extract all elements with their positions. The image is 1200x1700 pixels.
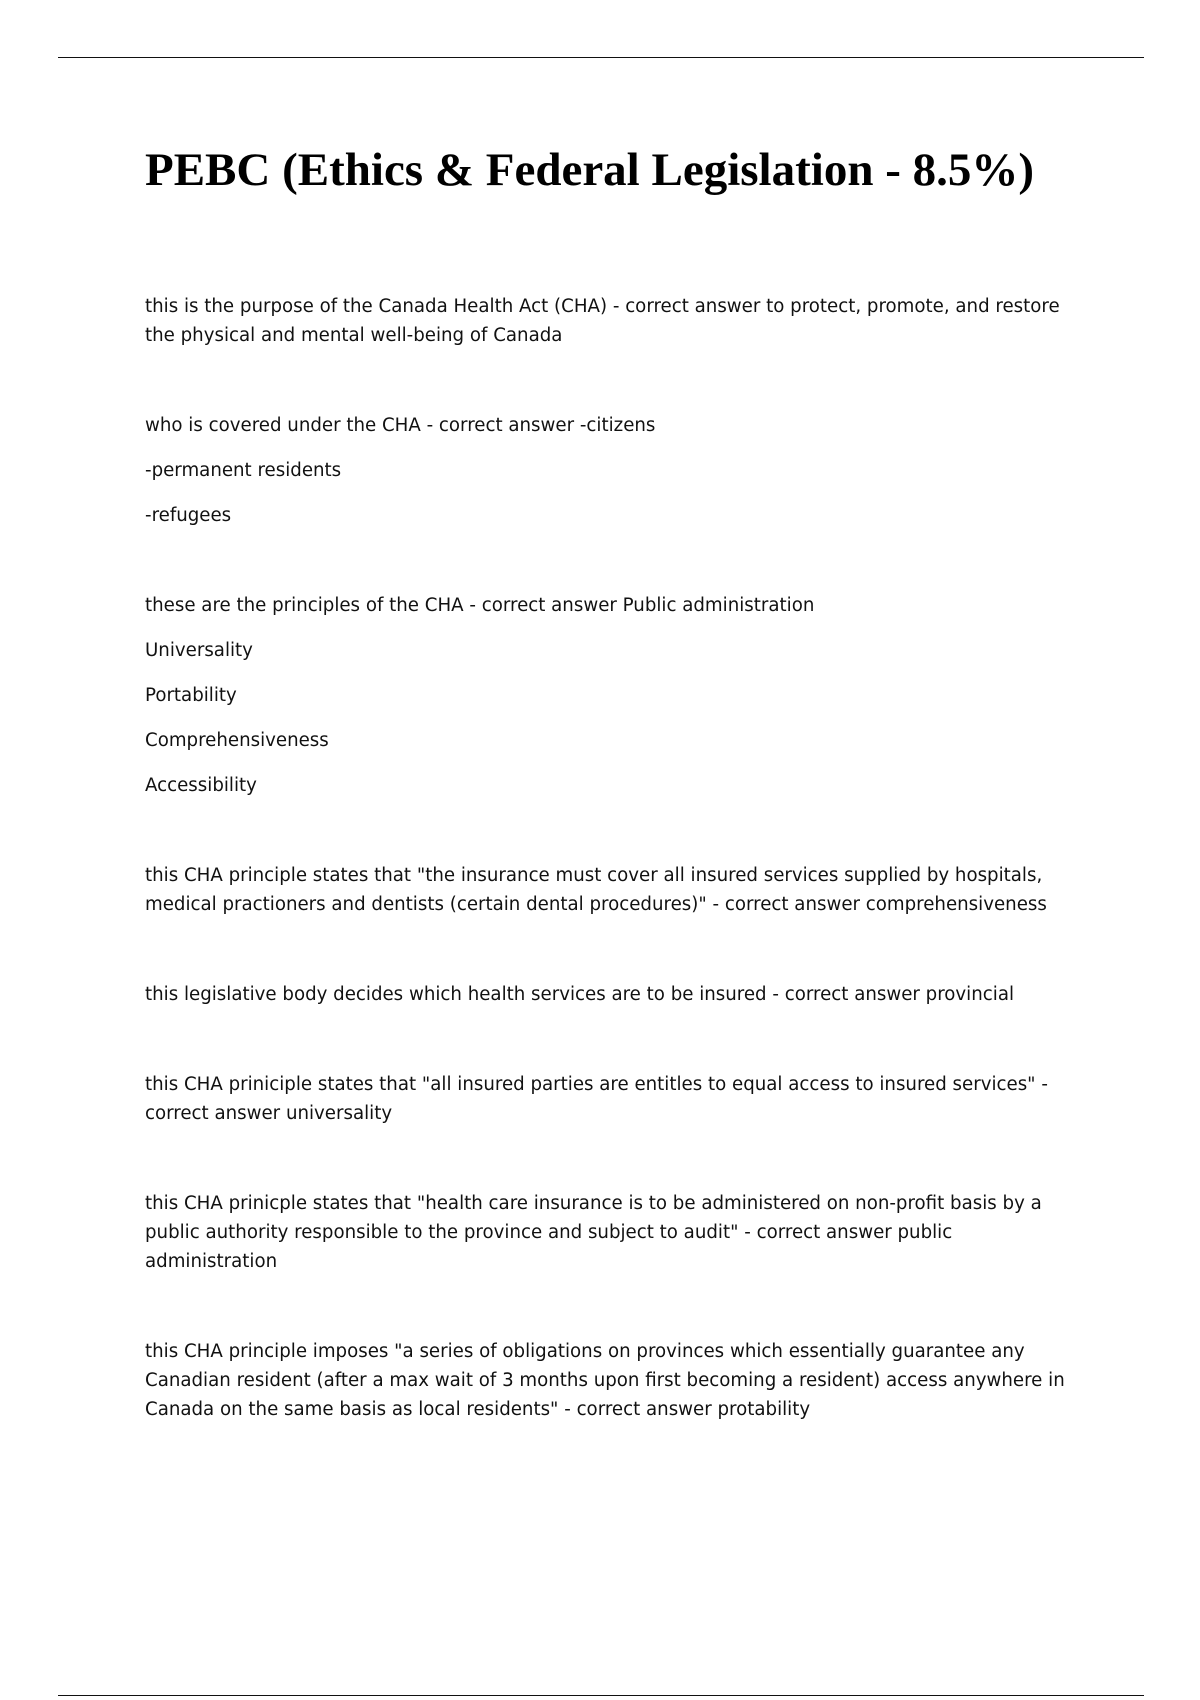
question-text: this is the purpose of the Canada Health Act (CHA) bbox=[145, 296, 608, 317]
qa-main-line bbox=[145, 1189, 1085, 1276]
answer-separator: - correct answer bbox=[766, 984, 926, 1005]
answer-separator: - correct answer bbox=[463, 595, 623, 616]
qa-entry bbox=[145, 292, 1085, 350]
answer-separator: - correct answer bbox=[420, 415, 580, 436]
qa-entry bbox=[145, 1189, 1085, 1276]
qa-entry bbox=[145, 1337, 1085, 1424]
answer-separator: - correct answer bbox=[738, 1222, 898, 1243]
answer-line: -permanent residents bbox=[145, 460, 342, 481]
question-text: this CHA prinicple states that "health care insurance is to be administered on non-profit basis by a public authority responsible to the province and subject to audit" bbox=[145, 1193, 1042, 1243]
answer-line: Portability bbox=[145, 685, 237, 706]
answer-text: provincial bbox=[925, 984, 1015, 1005]
answer-line: Accessibility bbox=[145, 775, 257, 796]
answer-text: protability bbox=[717, 1399, 811, 1420]
qa-main-line bbox=[145, 980, 1085, 1009]
flashcard-list bbox=[145, 292, 1085, 1485]
qa-entry bbox=[145, 861, 1085, 919]
answer-line: -refugees bbox=[145, 505, 232, 526]
answer-separator: - correct answer bbox=[607, 296, 767, 317]
question-text: this CHA principle states that "the insurance must cover all insured services supplied by hospitals, medical practioners and dentists (certain dental procedures)" bbox=[145, 865, 1043, 915]
answer-text: Public administration bbox=[622, 595, 815, 616]
qa-main-line bbox=[145, 292, 1085, 350]
answer-separator: - correct answer bbox=[706, 894, 866, 915]
qa-main-line bbox=[145, 411, 1085, 440]
answer-line: Comprehensiveness bbox=[145, 730, 329, 751]
qa-entry bbox=[145, 980, 1085, 1009]
qa-main-line bbox=[145, 1337, 1085, 1424]
question-text: this CHA priniciple states that "all insured parties are entitles to equal access to insured services" bbox=[145, 1074, 1036, 1095]
qa-entry bbox=[145, 411, 1085, 530]
answer-separator: - correct answer bbox=[558, 1399, 718, 1420]
answer-text: comprehensiveness bbox=[865, 894, 1047, 915]
top-divider bbox=[58, 57, 1144, 58]
answer-text: -citizens bbox=[579, 415, 656, 436]
qa-main-line bbox=[145, 591, 1085, 620]
question-text: these are the principles of the CHA bbox=[145, 595, 464, 616]
answer-line: Universality bbox=[145, 640, 253, 661]
question-text: who is covered under the CHA bbox=[145, 415, 421, 436]
answer-text: public administration bbox=[145, 1222, 953, 1272]
qa-main-line bbox=[145, 861, 1085, 919]
answer-separator: - correct answer bbox=[145, 1074, 1048, 1124]
qa-entry bbox=[145, 1070, 1085, 1128]
qa-main-line bbox=[145, 1070, 1085, 1128]
page-title: PEBC (Ethics & Federal Legislation - 8.5%) bbox=[145, 144, 1035, 196]
question-text: this legislative body decides which health services are to be insured bbox=[145, 984, 767, 1005]
answer-text: to protect, promote, and restore the physical and mental well-being of Canada bbox=[145, 296, 1060, 346]
answer-text: universality bbox=[285, 1103, 393, 1124]
qa-entry bbox=[145, 591, 1085, 800]
bottom-divider bbox=[58, 1695, 1144, 1696]
question-text: this CHA principle imposes "a series of obligations on provinces which essentially guarantee any Canadian resident (after a max wait of 3 months upon first becoming a resident) access anywhere in Canada on the same basis as local residents" bbox=[145, 1341, 1065, 1420]
